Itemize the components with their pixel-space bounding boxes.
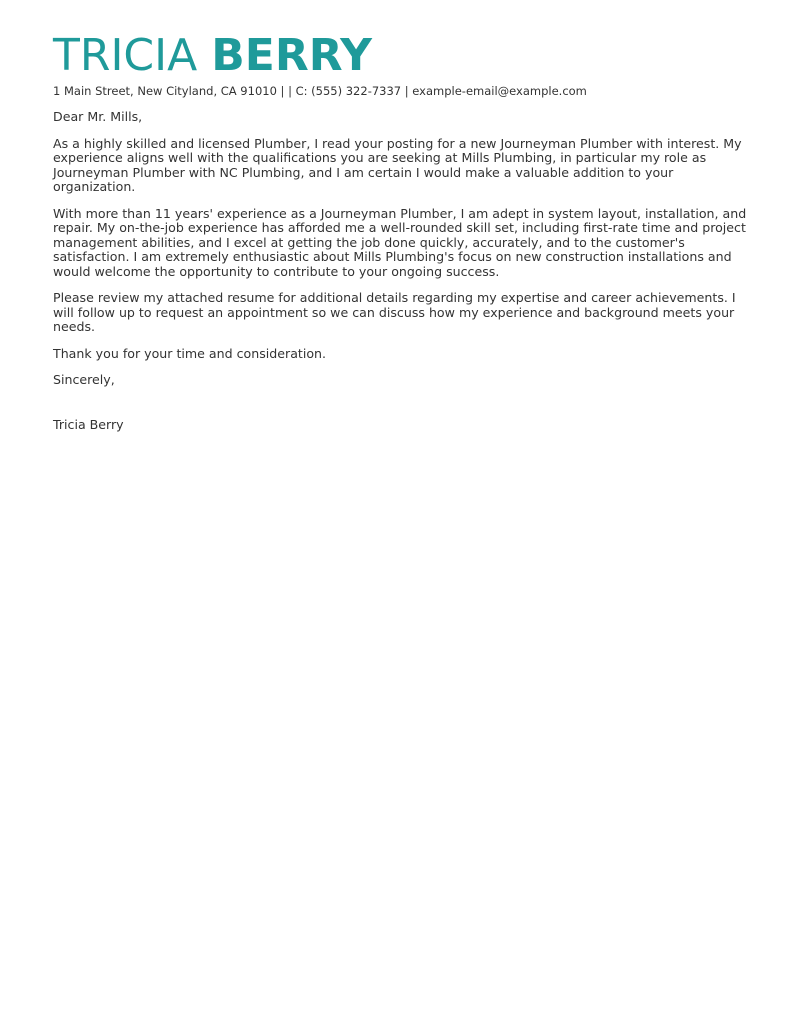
paragraph-experience: With more than 11 years' experience as a Journeyman Plumber, I am adept in system layout, installation, and repair. My on-the-job experience has afforded me a well-rounded skill set, including first-rate time and project management abilities, and I excel at getting the job done quickly, accurately, and to the customer's satisfaction. I am extremely enthusiastic about Mills Plumbing's focus on new construction installations and would welcome the opportunity to contribute to your ongoing success.: [53, 205, 747, 279]
letter-header: [53, 30, 753, 98]
salutation: Dear Mr. Mills,: [53, 109, 143, 124]
contact-line: 1 Main Street, New Cityland, CA 91010 | | C: (555) 322-7337 | example-email@example.com: [53, 84, 587, 98]
last-name: BERRY: [211, 30, 373, 81]
first-name: TRICIA: [53, 30, 198, 81]
closing: Sincerely,: [53, 372, 115, 387]
signature: Tricia Berry: [53, 416, 124, 432]
paragraph-intro: As a highly skilled and licensed Plumber, I read your posting for a new Journeyman Plumber with interest. My experience aligns well with the qualifications you are seeking at Mills Plumbing, in particular my role as Journeyman Plumber with NC Plumbing, and I am certain I would make a valuable addition to your organization.: [53, 135, 742, 194]
paragraph-follow-up: Please review my attached resume for additional details regarding my expertise and career achievements. I will follow up to request an appointment so we can discuss how my experience and background meets your needs.: [53, 290, 736, 334]
paragraph-thanks: Thank you for your time and consideration.: [53, 345, 327, 361]
letter-body: [53, 110, 753, 444]
applicant-name: [53, 30, 753, 82]
